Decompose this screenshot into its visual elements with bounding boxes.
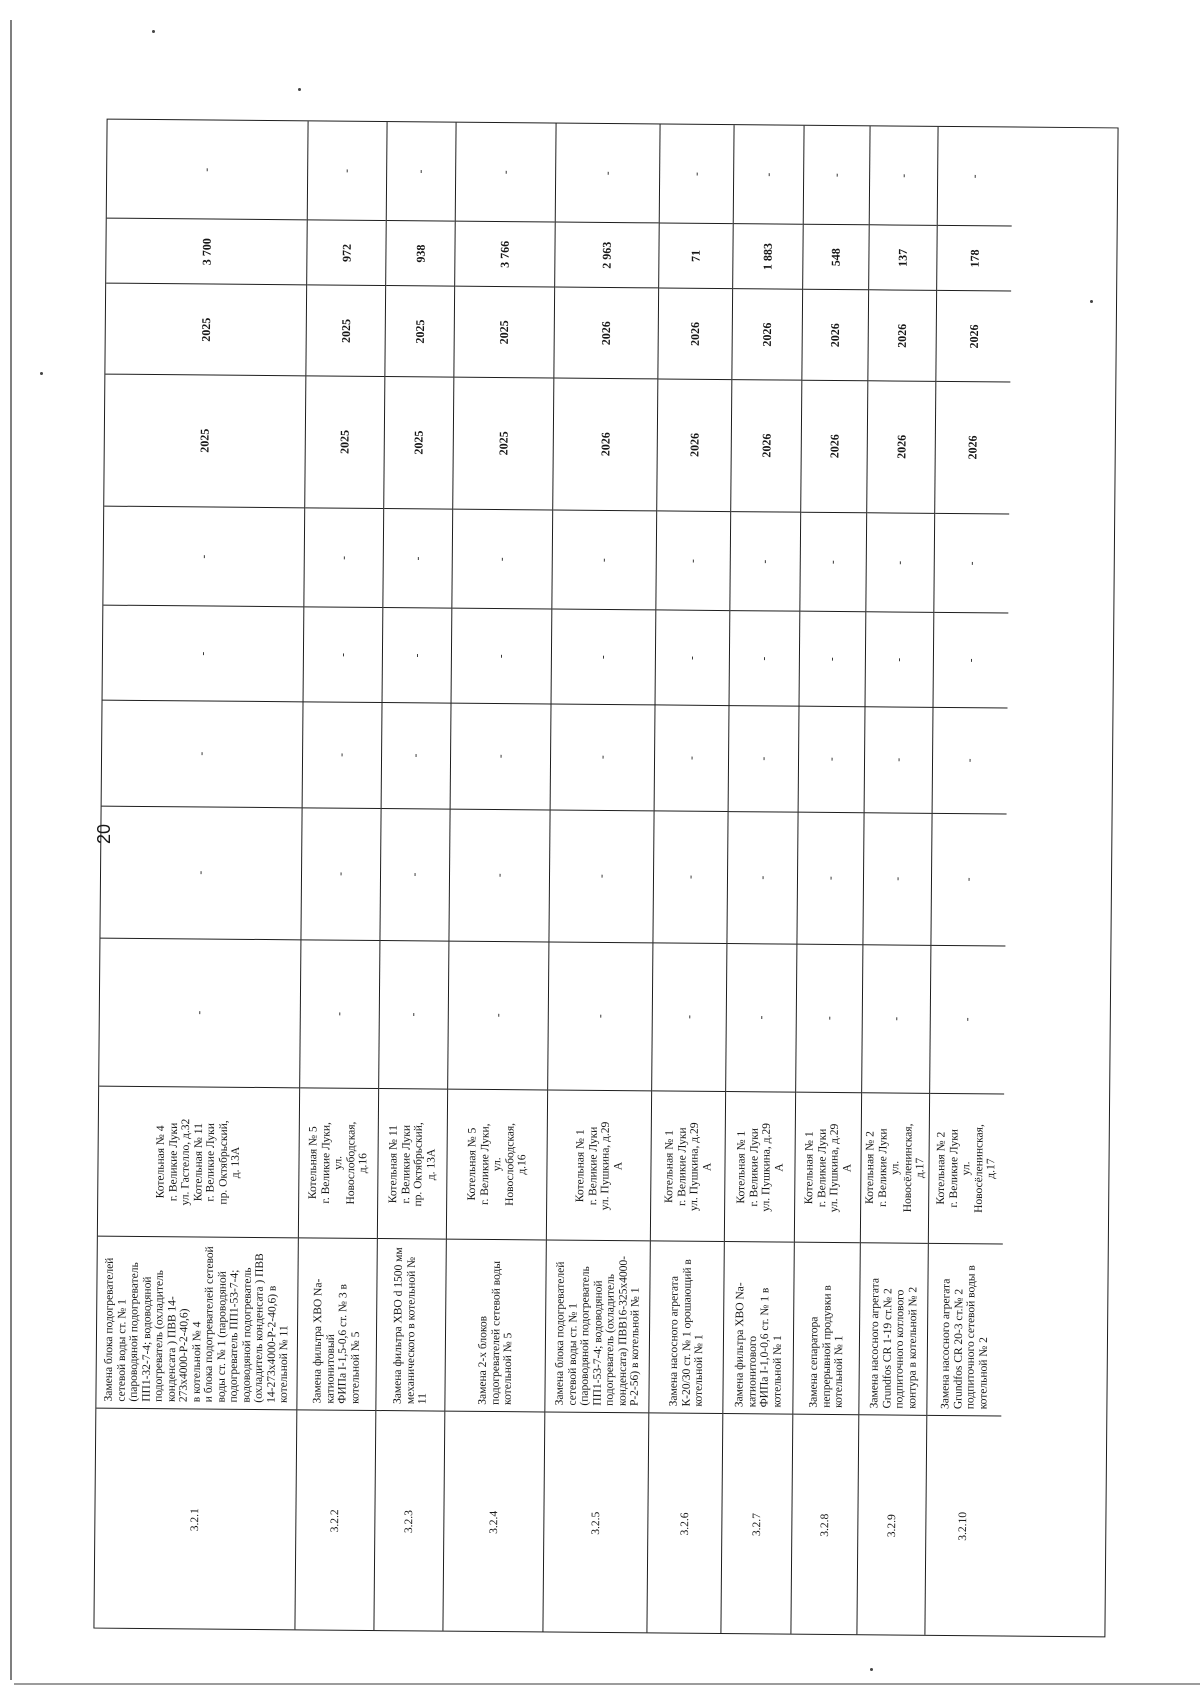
empty-text: - — [492, 1013, 505, 1018]
empty-cell — [379, 940, 448, 1089]
amount-text: 3 766 — [497, 240, 512, 268]
empty-cell — [931, 813, 1006, 946]
row-number-text: 3.2.3 — [403, 1510, 416, 1534]
empty-cell — [652, 942, 726, 1091]
description-text: Замена насосного агрегата К-20/30 ст. № 1 орошающий в котельной № 1 — [667, 1258, 705, 1407]
empty-cell — [930, 945, 1005, 1094]
empty-cell — [865, 706, 933, 813]
empty-text: - — [411, 556, 424, 561]
year-start-text: 2026 — [686, 433, 702, 458]
year-start-cell — [867, 380, 935, 513]
empty-cell — [387, 122, 456, 221]
scan-edge-left — [10, 20, 12, 1680]
empty-cell — [938, 127, 1013, 226]
year-start-cell — [657, 378, 731, 511]
empty-cell — [804, 126, 870, 225]
amount-cell — [659, 222, 733, 288]
amount-text: 972 — [339, 243, 354, 262]
empty-text: - — [598, 557, 611, 562]
empty-text: - — [333, 1012, 346, 1017]
empty-text: - — [893, 560, 907, 565]
year-start-cell — [384, 376, 453, 509]
location-text: Котельная № 1 г. Великие Луки ул. Пушкина, д.29 А — [734, 1122, 785, 1212]
empty-cell — [103, 506, 304, 607]
year-end-text: 2026 — [687, 321, 703, 346]
amount-text: 137 — [895, 248, 910, 267]
row-number-text: 3.2.7 — [750, 1513, 763, 1537]
empty-text: - — [594, 1014, 607, 1019]
empty-text: - — [493, 873, 506, 878]
description-text: Замена фильтра ХВО d 1500 мм механического в котельной № 11 — [391, 1247, 429, 1404]
year-end-cell — [385, 285, 454, 377]
year-end-text: 2025 — [496, 320, 512, 345]
empty-text: - — [597, 654, 610, 659]
empty-cell — [100, 806, 301, 940]
empty-cell — [734, 125, 804, 224]
year-end-cell — [868, 289, 936, 381]
location-text: Котельная № 4 г. Великие Луки ул. Гастелло, д.32 Котельная № 11 г. Великие Луки пр. Октябрьский, д. 13А — [154, 1118, 242, 1206]
empty-text: - — [963, 758, 976, 763]
empty-cell — [383, 508, 452, 608]
year-end-text: 2025 — [338, 318, 353, 343]
empty-text: - — [823, 1016, 836, 1021]
empty-cell — [800, 611, 866, 707]
empty-cell — [866, 611, 934, 707]
row-number-text: 3.2.9 — [885, 1514, 898, 1538]
year-end-cell — [658, 287, 732, 379]
location-cell — [725, 1091, 795, 1242]
empty-cell — [548, 942, 652, 1091]
empty-cell — [451, 703, 551, 810]
location-text: Котельная № 5 г. Великие Луки, ул. Новослободская, д.16 — [306, 1121, 370, 1205]
amount-cell — [386, 220, 455, 286]
year-end-text: 2025 — [198, 317, 213, 342]
empty-cell — [301, 807, 380, 940]
empty-text: - — [756, 875, 769, 880]
empty-cell — [449, 809, 549, 942]
empty-cell — [103, 605, 304, 702]
table-row — [542, 124, 659, 1633]
year-start-text: 2026 — [597, 432, 613, 457]
year-end-cell — [732, 288, 802, 380]
empty-text: - — [196, 651, 209, 656]
empty-text: - — [968, 174, 981, 179]
empty-cell — [304, 606, 383, 702]
row-number-cell — [543, 1411, 648, 1634]
empty-cell — [551, 704, 655, 811]
year-start-cell — [553, 378, 657, 511]
row-number-text: 3.2.1 — [189, 1508, 202, 1532]
description-cell — [376, 1238, 445, 1411]
empty-text: - — [826, 559, 840, 564]
year-end-cell — [936, 290, 1011, 382]
year-end-cell — [306, 284, 385, 376]
empty-text: - — [830, 173, 843, 177]
empty-cell — [656, 609, 730, 705]
empty-text: - — [194, 870, 207, 875]
year-start-cell — [305, 375, 384, 508]
amount-cell — [803, 224, 869, 290]
description-text: Замена фильтра ХВО Na-катионитовый ФИПа I-1,5-0,6 ст. № 3 в котельной № 5 — [311, 1278, 362, 1404]
empty-cell — [656, 510, 730, 610]
empty-cell — [933, 707, 1008, 814]
scan-edge-bottom — [14, 1683, 1200, 1685]
table-row — [442, 123, 555, 1632]
empty-text: - — [334, 872, 347, 877]
empty-cell — [380, 808, 449, 941]
row-number-text: 3.2.8 — [818, 1513, 831, 1537]
location-cell — [447, 1089, 547, 1240]
table-row — [924, 127, 1012, 1636]
description-cell — [297, 1237, 376, 1410]
location-cell — [795, 1092, 861, 1243]
amount-text: 548 — [828, 247, 843, 267]
row-number-cell — [374, 1410, 444, 1633]
year-start-text: 2026 — [893, 434, 909, 460]
location-cell — [299, 1087, 378, 1238]
empty-cell — [655, 704, 729, 811]
empty-cell — [729, 705, 799, 812]
amount-text: 178 — [967, 249, 982, 268]
empty-text: - — [410, 653, 423, 658]
amount-cell — [307, 219, 386, 285]
row-number-text: 3.2.6 — [678, 1512, 691, 1536]
empty-text: - — [496, 557, 509, 562]
row-number-text: 3.2.2 — [329, 1509, 342, 1533]
empty-text: - — [684, 875, 697, 880]
empty-text: - — [891, 877, 904, 882]
year-start-text: 2025 — [337, 430, 352, 455]
location-text: Котельная № 1 г. Великие Луки ул. Пушкина, д.29 А — [573, 1121, 624, 1210]
empty-cell — [303, 701, 382, 808]
empty-text: - — [494, 754, 507, 759]
description-cell — [723, 1241, 793, 1414]
year-end-text: 2026 — [966, 324, 981, 349]
description-cell — [649, 1240, 723, 1413]
row-number-cell — [295, 1409, 375, 1632]
empty-cell — [797, 812, 863, 945]
location-text: Котельная № 11 г. Великие Луки пр. Октябрьский, д. 13А — [387, 1121, 438, 1207]
empty-text: - — [687, 558, 700, 563]
year-end-text: 2026 — [894, 323, 910, 348]
year-start-cell — [453, 377, 553, 510]
empty-cell — [863, 812, 931, 945]
scan-speck — [152, 30, 155, 33]
empty-text: - — [335, 753, 348, 758]
empty-text: - — [337, 555, 350, 560]
empty-text: - — [596, 755, 609, 760]
row-number-cell — [443, 1411, 544, 1634]
scan-speck — [40, 372, 43, 375]
empty-cell — [456, 123, 556, 222]
description-text: Замена блока подогревателей сетевой воды ст. № 1 (пароводяной подогреватель ПП1-32-7-4; водоводяной подогреватель (охладитель конденсата ) ПВВ 14- 273х4000-Р-2-40,6) в котельной № 4 и блока подогревателей сетевой воды ст. № 1 (пароводяной подогреватель ПП1-53-7-4; водоводяной подогреватель (охладитель конденсата ) ПВВ 14-273х4000-Р-2-40,6) в котельной № 11 — [102, 1245, 291, 1403]
location-cell — [98, 1086, 299, 1238]
empty-text: - — [197, 554, 210, 559]
empty-text: - — [499, 170, 512, 175]
empty-text: - — [414, 169, 427, 174]
description-cell — [793, 1242, 859, 1415]
description-cell — [96, 1236, 297, 1410]
row-number-cell — [721, 1413, 792, 1636]
description-text: Замена сепаратора непрерывной продувки в котельной № 1 — [807, 1284, 845, 1408]
empty-text: - — [759, 559, 772, 564]
empty-text: - — [893, 657, 906, 662]
empty-cell — [653, 810, 727, 943]
description-cell — [445, 1239, 545, 1412]
year-end-text: 2026 — [827, 322, 843, 348]
amount-cell — [106, 218, 307, 285]
year-start-text: 2025 — [411, 430, 426, 455]
scan-speck — [870, 1668, 873, 1671]
description-text: Замена 2-х блоков подогревателей сетевой воды котельной № 5 — [476, 1260, 514, 1405]
description-cell — [927, 1243, 1002, 1416]
empty-cell — [799, 706, 865, 813]
amount-text: 1 883 — [760, 242, 775, 270]
empty-text: - — [962, 877, 975, 882]
empty-cell — [730, 610, 800, 706]
empty-text: - — [195, 751, 208, 756]
page-number: 20 — [94, 823, 114, 844]
empty-cell — [549, 810, 653, 943]
row-number-cell — [857, 1414, 926, 1637]
empty-cell — [870, 126, 938, 225]
empty-cell — [99, 938, 300, 1088]
location-text: Котельная № 2 г. Великие Луки ул. Новосёленинская, д.17 — [863, 1123, 926, 1213]
row-number-text: 3.2.4 — [487, 1510, 500, 1535]
empty-cell — [452, 608, 552, 704]
empty-text: - — [408, 872, 421, 877]
row-number-cell — [647, 1412, 722, 1635]
amount-cell — [733, 223, 803, 289]
amount-text: 2 963 — [599, 241, 614, 269]
empty-text: - — [336, 652, 349, 657]
empty-cell — [552, 510, 656, 610]
empty-text: - — [890, 1017, 903, 1022]
empty-text: - — [897, 173, 910, 178]
year-start-cell — [801, 380, 867, 513]
row-number-cell — [791, 1414, 858, 1637]
year-end-cell — [802, 289, 868, 381]
empty-cell — [796, 944, 862, 1093]
empty-text: - — [824, 876, 837, 881]
empty-text: - — [683, 1015, 696, 1020]
empty-cell — [727, 811, 797, 944]
year-end-cell — [105, 283, 306, 376]
table-row — [294, 121, 386, 1630]
year-start-text: 2025 — [197, 428, 212, 454]
empty-text: - — [825, 757, 838, 762]
location-text: Котельная № 1 г. Великие Луки ул. Пушкина, д.29 А — [802, 1123, 853, 1212]
table-row — [646, 124, 733, 1633]
empty-cell — [300, 939, 379, 1088]
table-row — [720, 125, 803, 1634]
location-cell — [929, 1093, 1004, 1244]
location-cell — [547, 1090, 651, 1241]
project-table — [93, 119, 1118, 1638]
empty-text: - — [690, 171, 703, 176]
empty-cell — [304, 507, 383, 607]
empty-text: - — [762, 172, 775, 177]
year-end-text: 2025 — [412, 319, 427, 344]
location-text: Котельная № 5 г. Великие Луки, ул. Новослободская, д.16 — [465, 1123, 528, 1207]
location-cell — [651, 1090, 725, 1241]
location-cell — [378, 1088, 447, 1239]
amount-text: 938 — [413, 244, 428, 263]
amount-cell — [937, 225, 1012, 291]
empty-text: - — [601, 171, 614, 175]
row-number-text: 3.2.10 — [956, 1512, 970, 1542]
empty-text: - — [495, 654, 508, 659]
empty-cell — [660, 124, 734, 223]
empty-cell — [800, 512, 866, 612]
empty-text: - — [964, 658, 977, 663]
location-text: Котельная № 2 г. Великие Луки ул. Новосёленинская, д.17 — [934, 1124, 998, 1214]
empty-cell — [862, 944, 930, 1093]
empty-cell — [102, 700, 303, 808]
amount-text: 71 — [688, 249, 703, 262]
year-start-cell — [104, 374, 305, 508]
location-text: Котельная № 1 г. Великие Луки ул. Пушкина, д.29 А — [662, 1121, 713, 1211]
empty-text: - — [892, 758, 905, 763]
empty-cell — [308, 121, 387, 220]
empty-text: - — [757, 756, 770, 761]
year-end-cell — [554, 287, 658, 379]
empty-text: - — [193, 1010, 206, 1015]
empty-cell — [383, 607, 452, 703]
year-start-text: 2025 — [495, 431, 511, 456]
description-text: Замена насосного агрегата Grundfos CR 1-19 ст.№ 2 подпиточного котлового контура в котельной № 2 — [867, 1277, 919, 1409]
year-start-cell — [935, 381, 1010, 514]
year-start-cell — [731, 379, 801, 512]
year-start-text: 2026 — [758, 433, 774, 458]
row-number-text: 3.2.5 — [589, 1511, 602, 1535]
amount-cell — [455, 221, 555, 287]
description-text: Замена блока подогревателей сетевой воды ст. № 1 (пароводяной подогреватель ПП1-53-7-4; водоводяной подогреватель (охладитель конденсата) ПВВ16-325х4000-Р-2-56) в котельной № 1 — [553, 1255, 642, 1406]
empty-text: - — [200, 167, 213, 172]
table-row — [94, 120, 307, 1630]
empty-cell — [382, 702, 451, 809]
description-text: Замена фильтра ХВО Na-катионитового ФИПа I-1,0-0,6 ст. № 1 в котельной № 1 — [732, 1281, 784, 1408]
empty-text: - — [409, 753, 422, 758]
amount-cell — [555, 222, 659, 288]
year-start-text: 2026 — [826, 434, 842, 459]
empty-text: - — [961, 1017, 974, 1022]
empty-text: - — [407, 1012, 420, 1017]
empty-text: - — [340, 168, 353, 173]
amount-text: 3 700 — [199, 237, 214, 266]
description-cell — [859, 1242, 927, 1415]
year-start-text: 2026 — [965, 435, 980, 460]
empty-cell — [866, 512, 934, 612]
row-number-cell — [925, 1415, 1001, 1638]
empty-cell — [107, 120, 308, 220]
table-row — [373, 122, 455, 1631]
row-number-cell — [94, 1408, 296, 1632]
description-text: Замена насосного агрегата Grundfos CR 20-3 ст.№ 2 подпиточного сетевой воды в котельной № 2 — [939, 1264, 990, 1409]
year-end-text: 2026 — [759, 322, 775, 347]
amount-cell — [869, 224, 937, 290]
empty-cell — [934, 612, 1009, 708]
empty-cell — [726, 943, 796, 1092]
location-cell — [861, 1092, 929, 1243]
empty-text: - — [685, 756, 698, 761]
empty-text: - — [826, 656, 839, 661]
empty-cell — [448, 941, 548, 1090]
empty-text: - — [755, 1015, 768, 1020]
scan-speck — [298, 88, 301, 91]
year-end-cell — [454, 286, 554, 378]
empty-cell — [452, 509, 552, 609]
empty-text: - — [758, 656, 771, 661]
empty-cell — [556, 124, 660, 223]
empty-text: - — [686, 655, 699, 660]
empty-text: - — [595, 874, 608, 879]
year-end-text: 2026 — [598, 320, 614, 346]
empty-cell — [552, 609, 656, 705]
empty-cell — [730, 511, 800, 611]
empty-cell — [934, 513, 1009, 613]
empty-text: - — [965, 561, 978, 566]
description-cell — [545, 1239, 649, 1412]
